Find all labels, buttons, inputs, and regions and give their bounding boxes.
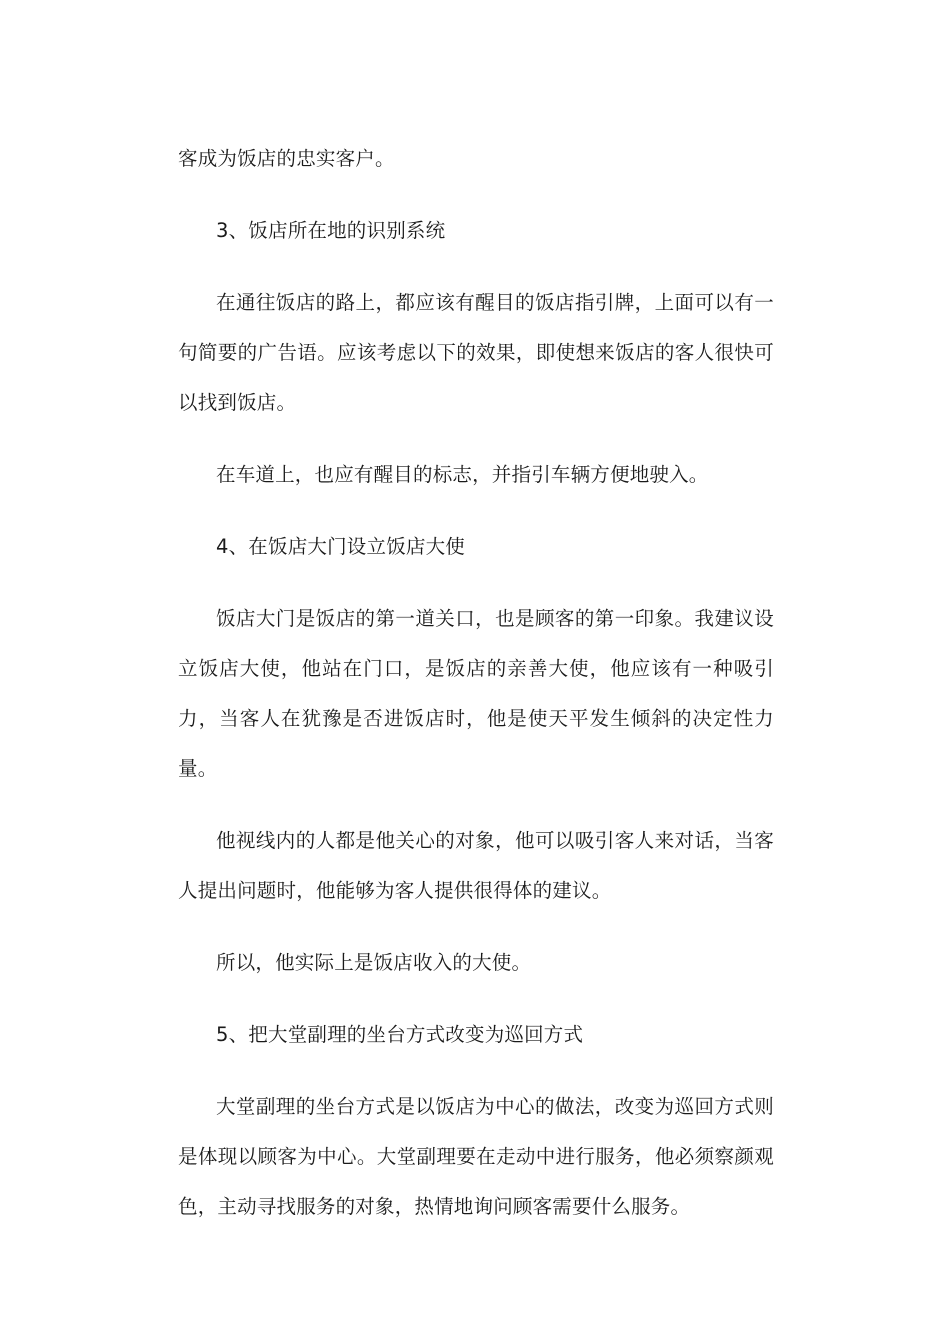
section-heading-5: 5、把大堂副理的坐台方式改变为巡回方式 — [216, 1023, 584, 1046]
document-body — [178, 134, 774, 1232]
paragraph: 大堂副理的坐台方式是以饭店为中心的做法，改变为巡回方式则是体现以顾客为中心。大堂副理要在走动中进行服务，他必须察颜观色，主动寻找服务的对象，热情地询问顾客需要什么服务。 — [178, 1095, 774, 1218]
paragraph: 饭店大门是饭店的第一道关口，也是顾客的第一印象。我建议设立饭店大使，他站在门口，是饭店的亲善大使，他应该有一种吸引力，当客人在犹豫是否进饭店时，他是使天平发生倾斜的决定性力量。 — [178, 607, 774, 780]
paragraph: 他视线内的人都是他关心的对象，他可以吸引客人来对话，当客人提出问题时，他能够为客人提供很得体的建议。 — [178, 829, 774, 902]
paragraph: 所以，他实际上是饭店收入的大使。 — [216, 951, 532, 974]
section-heading-3: 3、饭店所在地的识别系统 — [216, 219, 446, 242]
paragraph: 在通往饭店的路上，都应该有醒目的饭店指引牌，上面可以有一句简要的广告语。应该考虑以下的效果，即使想来饭店的客人很快可以找到饭店。 — [178, 291, 774, 414]
paragraph: 在车道上，也应有醒目的标志，并指引车辆方便地驶入。 — [216, 463, 709, 486]
section-heading-4: 4、在饭店大门设立饭店大使 — [216, 535, 466, 558]
paragraph-continuation: 客成为饭店的忠实客户。 — [178, 147, 395, 170]
